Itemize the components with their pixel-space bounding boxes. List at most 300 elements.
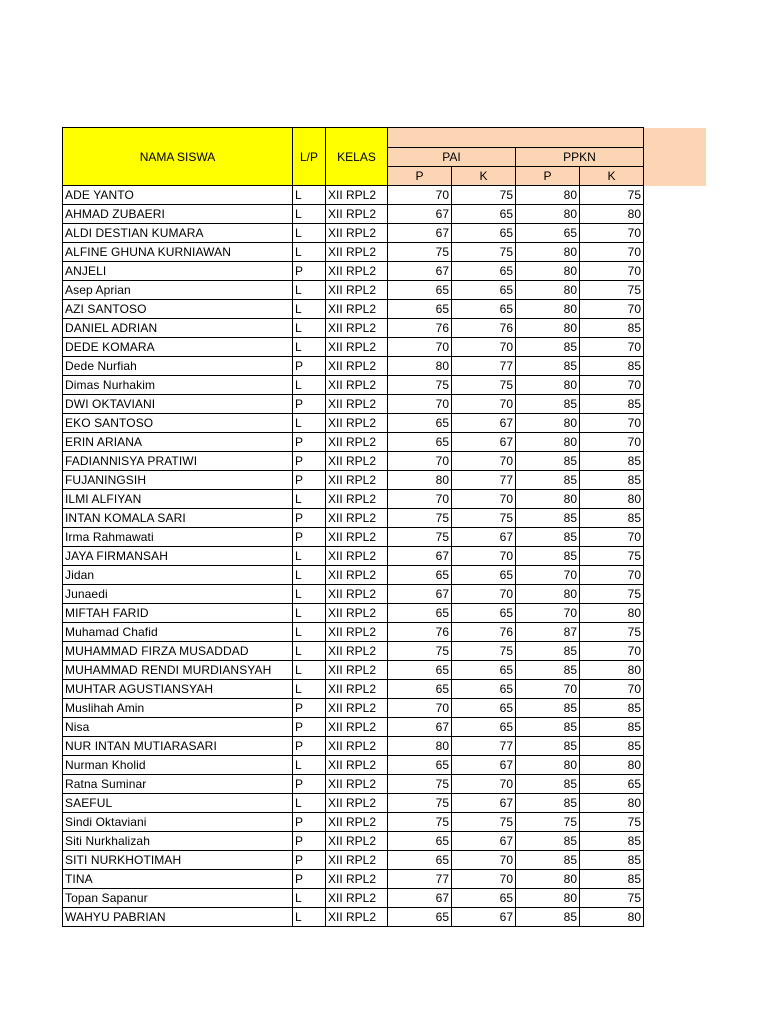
score-pai-k: 70	[452, 851, 516, 870]
student-name: Topan Sapanur	[63, 889, 293, 908]
student-gender: L	[293, 889, 326, 908]
score-ppkn-k: 70	[580, 528, 644, 547]
student-class: XII RPL2	[326, 718, 388, 737]
score-pai-k: 70	[452, 870, 516, 889]
student-gender: P	[293, 851, 326, 870]
student-class: XII RPL2	[326, 889, 388, 908]
score-pai-p: 65	[388, 433, 452, 452]
student-name: Muhamad Chafid	[63, 623, 293, 642]
score-pai-p: 65	[388, 680, 452, 699]
score-ppkn-k: 70	[580, 262, 644, 281]
score-ppkn-k: 75	[580, 623, 644, 642]
score-ppkn-k: 65	[580, 775, 644, 794]
student-gender: P	[293, 433, 326, 452]
student-name: JAYA FIRMANSAH	[63, 547, 293, 566]
student-class: XII RPL2	[326, 471, 388, 490]
student-name: AZI SANTOSO	[63, 300, 293, 319]
table-row	[63, 547, 644, 566]
student-class: XII RPL2	[326, 604, 388, 623]
header-kelas: KELAS	[326, 128, 388, 186]
score-pai-p: 75	[388, 509, 452, 528]
score-pai-p: 67	[388, 585, 452, 604]
score-pai-k: 75	[452, 509, 516, 528]
student-gender: L	[293, 661, 326, 680]
student-class: XII RPL2	[326, 205, 388, 224]
score-pai-p: 67	[388, 718, 452, 737]
score-ppkn-p: 85	[516, 471, 580, 490]
table-row	[63, 490, 644, 509]
score-ppkn-k: 75	[580, 547, 644, 566]
score-ppkn-k: 70	[580, 300, 644, 319]
score-pai-k: 67	[452, 414, 516, 433]
header-nama-siswa: NAMA SISWA	[63, 128, 293, 186]
score-ppkn-p: 85	[516, 794, 580, 813]
score-pai-p: 65	[388, 851, 452, 870]
score-pai-p: 65	[388, 281, 452, 300]
student-name: Irma Rahmawati	[63, 528, 293, 547]
student-name: Asep Aprian	[63, 281, 293, 300]
score-pai-p: 70	[388, 186, 452, 205]
table-row	[63, 319, 644, 338]
score-ppkn-p: 80	[516, 186, 580, 205]
student-class: XII RPL2	[326, 547, 388, 566]
score-pai-p: 80	[388, 471, 452, 490]
score-pai-p: 70	[388, 338, 452, 357]
student-gender: L	[293, 566, 326, 585]
student-name: Dede Nurfiah	[63, 357, 293, 376]
score-pai-k: 67	[452, 832, 516, 851]
header-subject-group	[388, 128, 644, 148]
student-name: Ratna Suminar	[63, 775, 293, 794]
student-name: Nurman Kholid	[63, 756, 293, 775]
student-name: Muslihah Amin	[63, 699, 293, 718]
score-pai-k: 70	[452, 585, 516, 604]
score-ppkn-p: 85	[516, 775, 580, 794]
score-ppkn-p: 80	[516, 490, 580, 509]
student-gender: P	[293, 775, 326, 794]
header-ppkn-k: K	[580, 167, 644, 186]
score-pai-k: 77	[452, 357, 516, 376]
score-ppkn-p: 65	[516, 224, 580, 243]
student-class: XII RPL2	[326, 832, 388, 851]
table-row	[63, 680, 644, 699]
score-ppkn-k: 85	[580, 832, 644, 851]
student-name: FADIANNISYA PRATIWI	[63, 452, 293, 471]
student-class: XII RPL2	[326, 357, 388, 376]
score-ppkn-p: 80	[516, 889, 580, 908]
student-class: XII RPL2	[326, 186, 388, 205]
score-pai-k: 65	[452, 604, 516, 623]
score-ppkn-p: 80	[516, 262, 580, 281]
score-pai-k: 67	[452, 908, 516, 927]
score-pai-p: 65	[388, 566, 452, 585]
score-ppkn-k: 75	[580, 281, 644, 300]
table-row	[63, 300, 644, 319]
table-row	[63, 908, 644, 927]
student-gender: P	[293, 509, 326, 528]
student-gender: L	[293, 642, 326, 661]
table-row	[63, 699, 644, 718]
student-class: XII RPL2	[326, 224, 388, 243]
table-row	[63, 813, 644, 832]
table-row	[63, 889, 644, 908]
student-name: AHMAD ZUBAERI	[63, 205, 293, 224]
student-class: XII RPL2	[326, 376, 388, 395]
header-subject-pai: PAI	[388, 148, 516, 167]
student-class: XII RPL2	[326, 262, 388, 281]
student-class: XII RPL2	[326, 281, 388, 300]
score-pai-p: 75	[388, 813, 452, 832]
student-name: FUJANINGSIH	[63, 471, 293, 490]
score-pai-k: 65	[452, 661, 516, 680]
score-pai-p: 65	[388, 414, 452, 433]
score-ppkn-p: 80	[516, 319, 580, 338]
score-pai-k: 70	[452, 775, 516, 794]
student-class: XII RPL2	[326, 908, 388, 927]
score-pai-k: 76	[452, 623, 516, 642]
score-ppkn-p: 85	[516, 718, 580, 737]
student-name: SAEFUL	[63, 794, 293, 813]
student-class: XII RPL2	[326, 585, 388, 604]
score-ppkn-k: 85	[580, 699, 644, 718]
score-ppkn-p: 85	[516, 832, 580, 851]
student-name: TINA	[63, 870, 293, 889]
student-class: XII RPL2	[326, 680, 388, 699]
score-ppkn-k: 70	[580, 433, 644, 452]
student-name: MUHAMMAD RENDI MURDIANSYAH	[63, 661, 293, 680]
score-ppkn-k: 70	[580, 338, 644, 357]
table-row	[63, 357, 644, 376]
score-ppkn-p: 80	[516, 205, 580, 224]
student-name: Junaedi	[63, 585, 293, 604]
student-class: XII RPL2	[326, 870, 388, 889]
score-pai-k: 65	[452, 224, 516, 243]
score-pai-k: 75	[452, 813, 516, 832]
student-class: XII RPL2	[326, 737, 388, 756]
score-pai-p: 65	[388, 832, 452, 851]
student-class: XII RPL2	[326, 414, 388, 433]
score-ppkn-p: 80	[516, 756, 580, 775]
score-pai-k: 70	[452, 490, 516, 509]
student-gender: L	[293, 490, 326, 509]
score-pai-p: 65	[388, 661, 452, 680]
score-ppkn-k: 85	[580, 395, 644, 414]
student-class: XII RPL2	[326, 775, 388, 794]
student-gender: P	[293, 395, 326, 414]
score-ppkn-p: 80	[516, 300, 580, 319]
score-pai-k: 65	[452, 281, 516, 300]
table-row	[63, 452, 644, 471]
table-row	[63, 623, 644, 642]
student-name: MUHAMMAD FIRZA MUSADDAD	[63, 642, 293, 661]
student-gender: L	[293, 680, 326, 699]
score-ppkn-p: 70	[516, 680, 580, 699]
score-ppkn-k: 75	[580, 585, 644, 604]
score-pai-p: 65	[388, 756, 452, 775]
table-row	[63, 224, 644, 243]
student-gender: L	[293, 604, 326, 623]
student-name: ADE YANTO	[63, 186, 293, 205]
score-ppkn-k: 70	[580, 224, 644, 243]
score-pai-k: 70	[452, 338, 516, 357]
score-pai-p: 75	[388, 243, 452, 262]
score-pai-p: 80	[388, 357, 452, 376]
table-body	[63, 186, 644, 927]
table-row	[63, 794, 644, 813]
table-row	[63, 338, 644, 357]
grades-table	[62, 127, 644, 927]
student-gender: L	[293, 300, 326, 319]
header-pai-p: P	[388, 167, 452, 186]
student-class: XII RPL2	[326, 623, 388, 642]
student-name: ILMI ALFIYAN	[63, 490, 293, 509]
score-ppkn-p: 85	[516, 661, 580, 680]
student-class: XII RPL2	[326, 490, 388, 509]
student-gender: L	[293, 186, 326, 205]
score-pai-p: 65	[388, 604, 452, 623]
student-gender: P	[293, 832, 326, 851]
student-name: MUHTAR AGUSTIANSYAH	[63, 680, 293, 699]
student-class: XII RPL2	[326, 794, 388, 813]
score-ppkn-k: 80	[580, 490, 644, 509]
score-pai-k: 65	[452, 699, 516, 718]
table-row	[63, 414, 644, 433]
score-pai-k: 75	[452, 243, 516, 262]
student-gender: L	[293, 338, 326, 357]
student-name: ERIN ARIANA	[63, 433, 293, 452]
student-name: Sindi Oktaviani	[63, 813, 293, 832]
student-gender: P	[293, 262, 326, 281]
score-pai-k: 70	[452, 395, 516, 414]
student-name: WAHYU PABRIAN	[63, 908, 293, 927]
table-row	[63, 718, 644, 737]
student-class: XII RPL2	[326, 851, 388, 870]
score-ppkn-p: 85	[516, 338, 580, 357]
score-pai-p: 65	[388, 300, 452, 319]
score-pai-k: 67	[452, 794, 516, 813]
table-row	[63, 775, 644, 794]
score-ppkn-p: 85	[516, 357, 580, 376]
score-pai-p: 70	[388, 490, 452, 509]
score-ppkn-k: 80	[580, 205, 644, 224]
score-ppkn-k: 80	[580, 794, 644, 813]
table-row	[63, 243, 644, 262]
score-pai-p: 76	[388, 319, 452, 338]
score-pai-k: 76	[452, 319, 516, 338]
score-pai-k: 75	[452, 642, 516, 661]
score-ppkn-p: 80	[516, 585, 580, 604]
student-gender: L	[293, 585, 326, 604]
score-ppkn-k: 85	[580, 452, 644, 471]
score-ppkn-p: 85	[516, 528, 580, 547]
student-class: XII RPL2	[326, 395, 388, 414]
score-ppkn-p: 85	[516, 395, 580, 414]
score-pai-p: 80	[388, 737, 452, 756]
student-gender: L	[293, 205, 326, 224]
table-row	[63, 566, 644, 585]
student-gender: L	[293, 224, 326, 243]
student-gender: P	[293, 357, 326, 376]
student-name: Dimas Nurhakim	[63, 376, 293, 395]
score-ppkn-k: 85	[580, 319, 644, 338]
score-pai-k: 70	[452, 452, 516, 471]
student-gender: L	[293, 623, 326, 642]
student-class: XII RPL2	[326, 509, 388, 528]
score-ppkn-p: 70	[516, 604, 580, 623]
header-lp: L/P	[293, 128, 326, 186]
score-pai-k: 67	[452, 528, 516, 547]
score-pai-p: 70	[388, 452, 452, 471]
student-name: DANIEL ADRIAN	[63, 319, 293, 338]
score-ppkn-k: 70	[580, 414, 644, 433]
student-class: XII RPL2	[326, 243, 388, 262]
score-ppkn-k: 85	[580, 851, 644, 870]
score-pai-k: 67	[452, 756, 516, 775]
score-ppkn-k: 85	[580, 737, 644, 756]
score-pai-p: 76	[388, 623, 452, 642]
score-ppkn-p: 85	[516, 642, 580, 661]
score-ppkn-k: 75	[580, 889, 644, 908]
score-ppkn-k: 70	[580, 243, 644, 262]
student-gender: L	[293, 414, 326, 433]
score-ppkn-k: 70	[580, 642, 644, 661]
score-pai-k: 75	[452, 376, 516, 395]
student-class: XII RPL2	[326, 452, 388, 471]
student-gender: P	[293, 870, 326, 889]
score-pai-k: 77	[452, 471, 516, 490]
student-gender: P	[293, 737, 326, 756]
score-ppkn-p: 85	[516, 509, 580, 528]
student-class: XII RPL2	[326, 661, 388, 680]
student-class: XII RPL2	[326, 756, 388, 775]
table-row	[63, 186, 644, 205]
student-class: XII RPL2	[326, 699, 388, 718]
score-pai-p: 67	[388, 262, 452, 281]
table-row	[63, 832, 644, 851]
score-ppkn-k: 80	[580, 604, 644, 623]
score-ppkn-k: 85	[580, 471, 644, 490]
score-pai-k: 65	[452, 300, 516, 319]
score-pai-p: 65	[388, 908, 452, 927]
score-ppkn-k: 85	[580, 357, 644, 376]
score-pai-p: 67	[388, 224, 452, 243]
score-ppkn-p: 80	[516, 376, 580, 395]
score-ppkn-p: 85	[516, 547, 580, 566]
student-name: NUR INTAN MUTIARASARI	[63, 737, 293, 756]
student-name: MIFTAH FARID	[63, 604, 293, 623]
student-name: SITI NURKHOTIMAH	[63, 851, 293, 870]
table-row	[63, 661, 644, 680]
score-ppkn-k: 80	[580, 661, 644, 680]
score-ppkn-k: 80	[580, 756, 644, 775]
student-gender: L	[293, 319, 326, 338]
score-pai-k: 75	[452, 186, 516, 205]
table-row	[63, 528, 644, 547]
score-ppkn-p: 85	[516, 851, 580, 870]
score-ppkn-k: 80	[580, 908, 644, 927]
student-name: ALFINE GHUNA KURNIAWAN	[63, 243, 293, 262]
score-pai-k: 65	[452, 566, 516, 585]
table-row	[63, 395, 644, 414]
student-name: DEDE KOMARA	[63, 338, 293, 357]
score-ppkn-p: 80	[516, 281, 580, 300]
student-class: XII RPL2	[326, 433, 388, 452]
score-ppkn-k: 75	[580, 813, 644, 832]
score-ppkn-p: 70	[516, 566, 580, 585]
student-class: XII RPL2	[326, 300, 388, 319]
student-class: XII RPL2	[326, 642, 388, 661]
score-pai-p: 67	[388, 547, 452, 566]
student-name: INTAN KOMALA SARI	[63, 509, 293, 528]
score-pai-p: 70	[388, 699, 452, 718]
score-ppkn-p: 80	[516, 414, 580, 433]
student-name: Siti Nurkhalizah	[63, 832, 293, 851]
score-pai-k: 67	[452, 433, 516, 452]
score-ppkn-k: 70	[580, 680, 644, 699]
score-ppkn-p: 85	[516, 452, 580, 471]
student-gender: L	[293, 243, 326, 262]
score-ppkn-p: 80	[516, 433, 580, 452]
score-ppkn-k: 85	[580, 509, 644, 528]
table-row	[63, 585, 644, 604]
table-row	[63, 870, 644, 889]
score-pai-k: 65	[452, 262, 516, 281]
score-ppkn-p: 80	[516, 243, 580, 262]
student-class: XII RPL2	[326, 338, 388, 357]
header-subject-ppkn: PPKN	[516, 148, 644, 167]
score-ppkn-p: 75	[516, 813, 580, 832]
header-pai-k: K	[452, 167, 516, 186]
table-row	[63, 604, 644, 623]
student-class: XII RPL2	[326, 813, 388, 832]
score-ppkn-p: 80	[516, 870, 580, 889]
score-pai-p: 77	[388, 870, 452, 889]
student-class: XII RPL2	[326, 319, 388, 338]
score-pai-k: 70	[452, 547, 516, 566]
score-pai-k: 65	[452, 718, 516, 737]
student-gender: L	[293, 376, 326, 395]
header-ppkn-p: P	[516, 167, 580, 186]
student-name: EKO SANTOSO	[63, 414, 293, 433]
score-pai-p: 75	[388, 528, 452, 547]
student-name: Nisa	[63, 718, 293, 737]
score-pai-p: 70	[388, 395, 452, 414]
student-gender: P	[293, 699, 326, 718]
student-name: DWI OKTAVIANI	[63, 395, 293, 414]
score-pai-p: 75	[388, 794, 452, 813]
score-ppkn-k: 70	[580, 566, 644, 585]
score-ppkn-p: 85	[516, 699, 580, 718]
student-gender: P	[293, 528, 326, 547]
student-class: XII RPL2	[326, 528, 388, 547]
student-gender: L	[293, 794, 326, 813]
score-pai-p: 67	[388, 205, 452, 224]
score-pai-p: 75	[388, 376, 452, 395]
student-gender: L	[293, 281, 326, 300]
score-pai-k: 77	[452, 737, 516, 756]
score-ppkn-p: 85	[516, 737, 580, 756]
table-row	[63, 262, 644, 281]
score-ppkn-k: 75	[580, 186, 644, 205]
student-gender: P	[293, 471, 326, 490]
score-pai-k: 65	[452, 889, 516, 908]
table-row	[63, 509, 644, 528]
score-ppkn-p: 87	[516, 623, 580, 642]
student-name: ANJELI	[63, 262, 293, 281]
student-gender: P	[293, 452, 326, 471]
score-ppkn-k: 85	[580, 718, 644, 737]
table-row	[63, 433, 644, 452]
